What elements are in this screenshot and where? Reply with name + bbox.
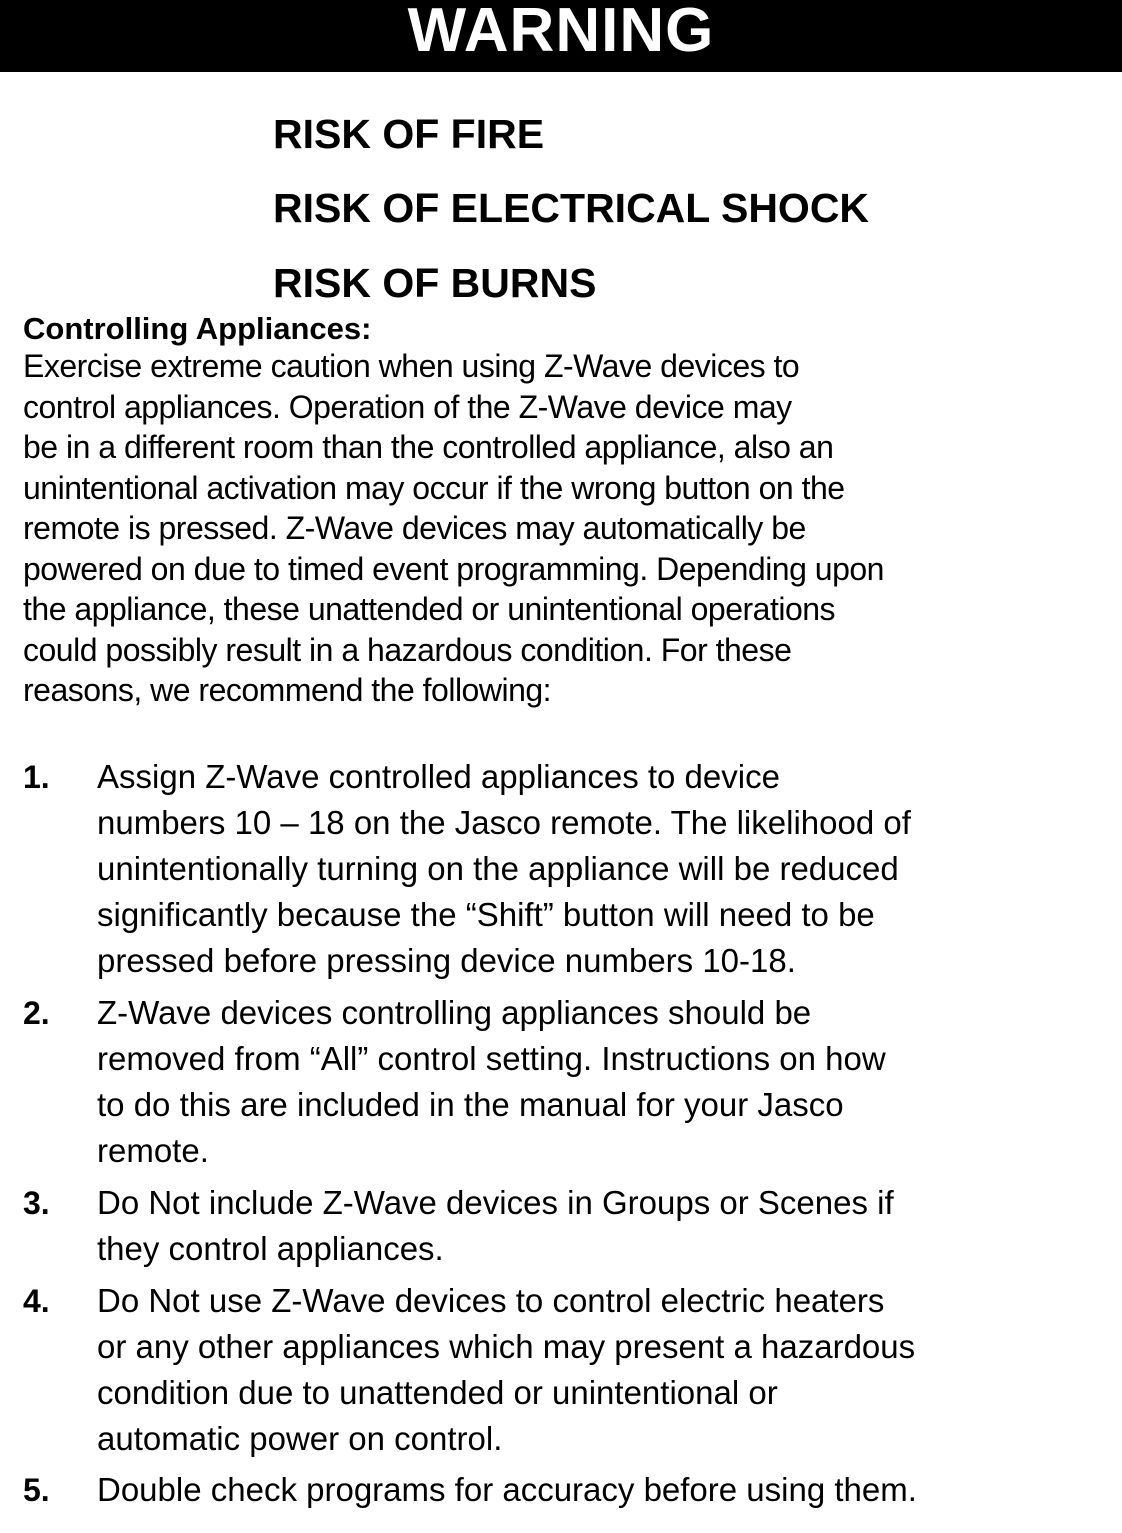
paragraph-line: Exercise extreme caution when using Z-Wave devices to	[23, 348, 800, 384]
list-number: 5.	[23, 1472, 50, 1508]
list-line: to do this are included in the manual for your Jasco	[97, 1086, 844, 1123]
list-text	[97, 1467, 1112, 1513]
warning-title: WARNING	[407, 0, 715, 65]
intro-paragraph	[23, 346, 1113, 711]
list-number: 1.	[23, 759, 50, 795]
section-heading: Controlling Appliances:	[23, 311, 372, 346]
list-number: 3.	[23, 1185, 50, 1221]
risk-fire: RISK OF FIRE	[273, 111, 545, 157]
paragraph-line: unintentional activation may occur if the wrong button on the	[23, 469, 845, 506]
risk-burns: RISK OF BURNS	[273, 260, 597, 306]
list-line: or any other appliances which may present a hazardous	[97, 1328, 916, 1365]
paragraph-line: reasons, we recommend the following:	[23, 672, 552, 708]
list-line: pressed before pressing device numbers 10-18.	[97, 942, 796, 979]
paragraph-line: remote is pressed. Z-Wave devices may automatically be	[23, 510, 806, 546]
list-line: Do Not include Z-Wave devices in Groups or Scenes if	[97, 1184, 894, 1221]
list-number: 2.	[23, 995, 50, 1031]
list-line: Do Not use Z-Wave devices to control electric heaters	[97, 1282, 885, 1319]
list-line: remote.	[97, 1132, 209, 1169]
warning-banner	[0, 0, 1122, 72]
list-line: Double check programs for accuracy before using them.	[97, 1471, 917, 1508]
list-line: Assign Z-Wave controlled appliances to device	[97, 758, 780, 795]
list-line: significantly because the “Shift” button will need to be	[97, 896, 875, 933]
list-line: numbers 10 – 18 on the Jasco remote. The likelihood of	[97, 804, 911, 841]
list-line: removed from “All” control setting. Instructions on how	[97, 1040, 886, 1077]
list-line: they control appliances.	[97, 1230, 444, 1267]
paragraph-line: be in a different room than the controlled appliance, also an	[23, 429, 834, 465]
risk-electrical-shock: RISK OF ELECTRICAL SHOCK	[273, 185, 870, 231]
list-line: condition due to unattended or unintentional or	[97, 1374, 778, 1411]
paragraph-line: the appliance, these unattended or unintentional operations	[23, 591, 836, 627]
paragraph-line: could possibly result in a hazardous condition. For these	[23, 631, 792, 668]
list-text	[97, 1180, 1112, 1272]
list-line: unintentionally turning on the appliance will be reduced	[97, 850, 899, 887]
paragraph-line: powered on due to timed event programming. Depending upon	[23, 550, 884, 587]
list-text	[97, 754, 1112, 984]
paragraph-line: control appliances. Operation of the Z-Wave device may	[23, 388, 792, 425]
list-number: 4.	[23, 1283, 50, 1319]
list-text	[97, 1278, 1112, 1462]
list-line: automatic power on control.	[97, 1420, 503, 1457]
list-text	[97, 990, 1112, 1174]
list-line: Z-Wave devices controlling appliances should be	[97, 994, 812, 1031]
